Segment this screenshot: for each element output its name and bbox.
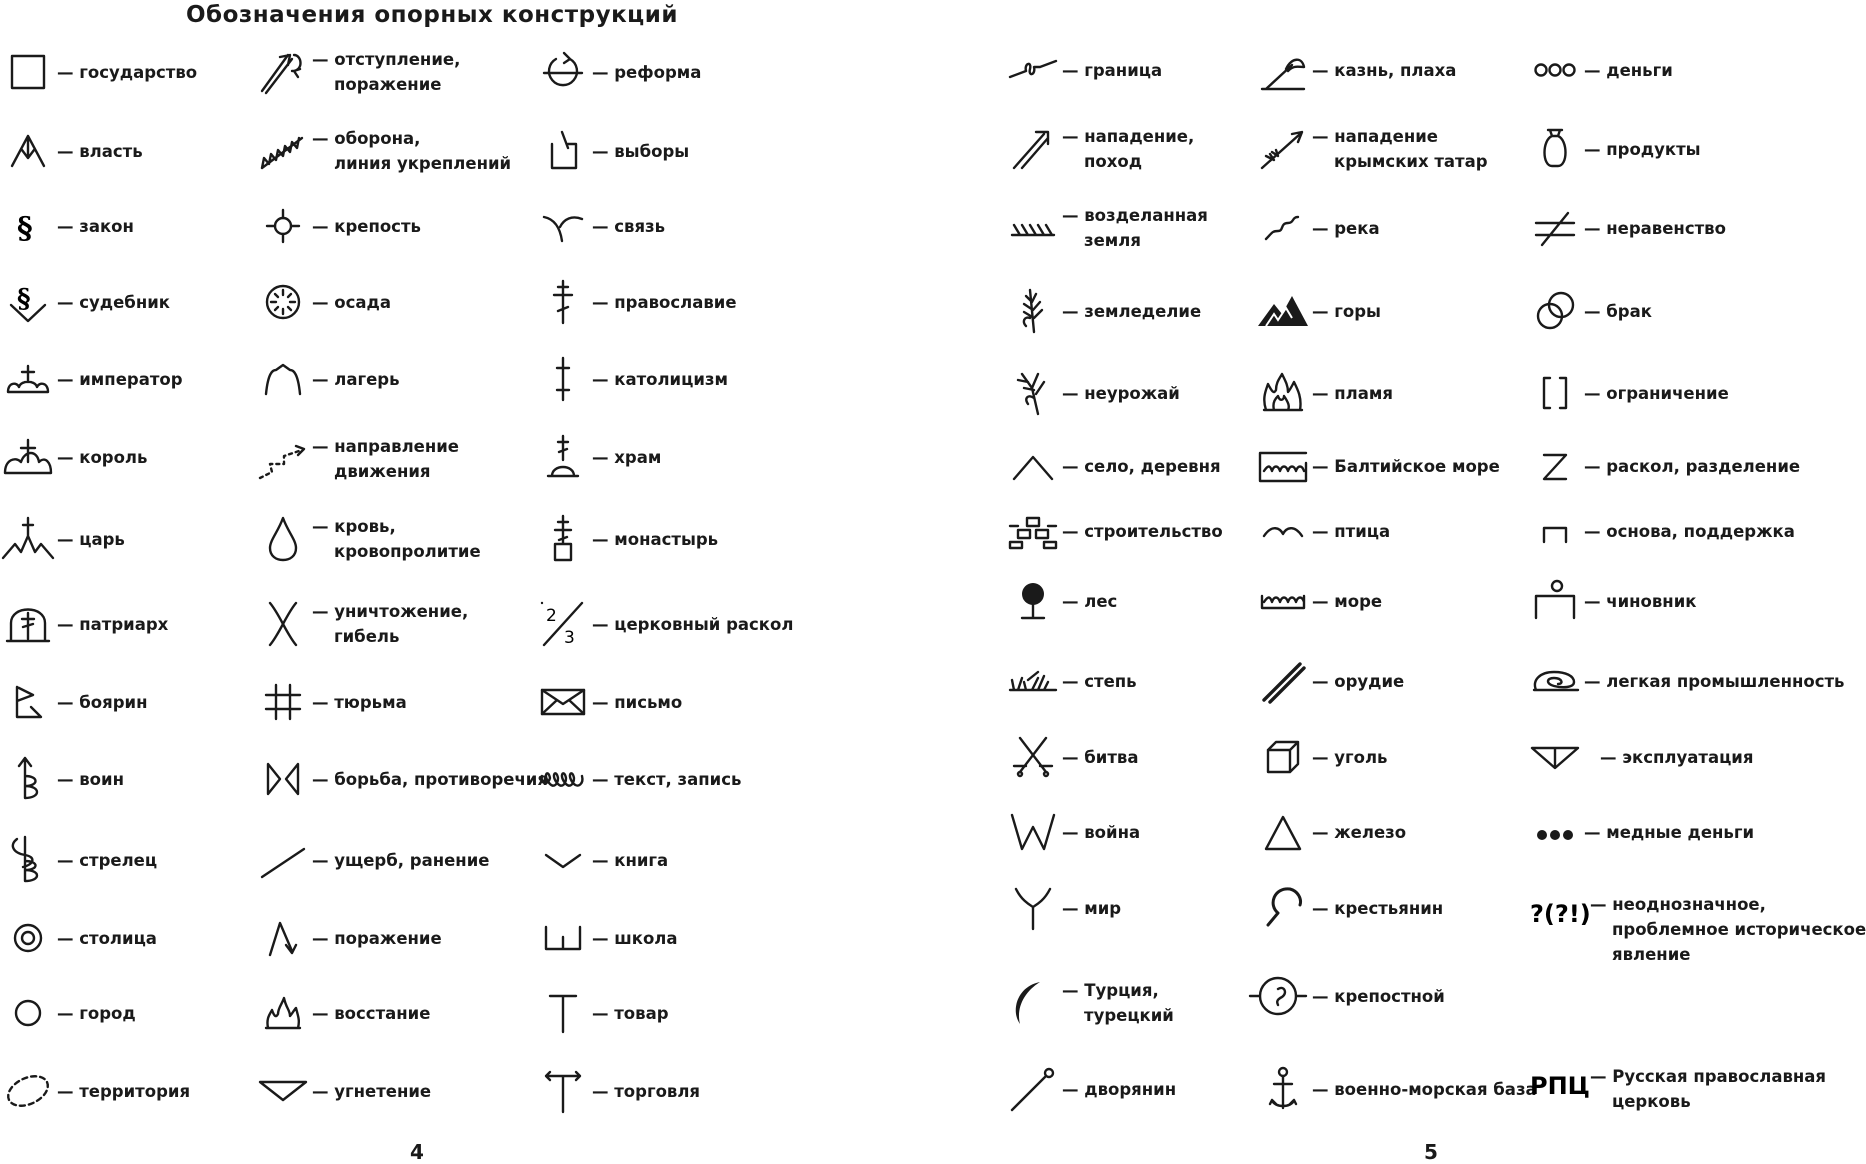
legend-entry: — битва xyxy=(1008,727,1138,787)
struggle-icon xyxy=(258,754,308,804)
legend-entry: — Турция, турецкий xyxy=(1008,973,1174,1033)
legend-entry: 2 3 — церковный раскол xyxy=(538,594,793,654)
legend-entry: — король xyxy=(3,427,147,487)
war-icon xyxy=(1008,807,1058,857)
blood-drop-icon xyxy=(258,514,308,564)
official-icon xyxy=(1530,576,1580,626)
territory-icon xyxy=(3,1066,53,1116)
tatar-raid-icon xyxy=(1258,124,1308,174)
foundation-icon xyxy=(1530,506,1580,556)
nobleman-sword-icon xyxy=(1008,1064,1058,1114)
peace-icon xyxy=(1008,883,1058,933)
legend-entry: — нападение, поход xyxy=(1008,119,1194,179)
attack-campaign-icon xyxy=(1008,124,1058,174)
iron-triangle-icon xyxy=(1258,807,1308,857)
legend-entry: — кровь, кровопролитие xyxy=(258,509,481,569)
capital-icon xyxy=(3,913,53,963)
legend-entry: — стрелец xyxy=(3,830,157,890)
legend-entry: — военно-морская база xyxy=(1258,1059,1537,1119)
legend-entry: — отступление, поражение xyxy=(258,42,460,102)
legend-entry: — основа, поддержка xyxy=(1530,501,1795,561)
emperor-crown-icon xyxy=(3,354,53,404)
legend-entry: — дворянин xyxy=(1008,1059,1176,1119)
connection-icon xyxy=(538,201,588,251)
svg-text:2: 2 xyxy=(546,606,557,626)
legend-entry: — выборы xyxy=(538,121,689,181)
legend-entry: — текст, запись xyxy=(538,749,741,809)
legend-entry: — боярин xyxy=(3,672,147,732)
svg-text:?(?!): ?(?!) xyxy=(1530,900,1591,928)
legend-entry: — уголь xyxy=(1258,727,1387,787)
trade-icon xyxy=(538,1066,588,1116)
execution-block-icon xyxy=(1258,45,1308,95)
legend-entry: — раскол, разделение xyxy=(1530,436,1800,496)
coal-cube-icon xyxy=(1258,732,1308,782)
crop-failure-icon xyxy=(1008,368,1058,418)
legend-entry: — горы xyxy=(1258,281,1381,341)
legend-entry: — брак xyxy=(1530,281,1652,341)
orthodox-cross-icon xyxy=(538,277,588,327)
rpc-abbreviation-icon xyxy=(1530,1064,1590,1114)
border-icon xyxy=(1008,45,1058,95)
legend-entry: — мир xyxy=(1008,878,1121,938)
legend-entry: — реформа xyxy=(538,42,701,102)
section-law-icon xyxy=(3,201,53,251)
legend-entry: — крепость xyxy=(258,196,421,256)
legend-entry: — уничтожение, гибель xyxy=(258,594,468,654)
legend-entry: — казнь, плаха xyxy=(1258,40,1456,100)
cultivated-land-icon xyxy=(1008,203,1058,253)
power-arrow-icon xyxy=(3,126,53,176)
legend-entry: — лагерь xyxy=(258,349,400,409)
legend-entry: — строительство xyxy=(1008,501,1223,561)
page-title: Обозначения опорных конструкций xyxy=(186,2,678,28)
legend-entry: — степь xyxy=(1008,651,1137,711)
sea-icon xyxy=(1258,576,1308,626)
battle-swords-icon xyxy=(1008,732,1058,782)
legend-entry: — территория xyxy=(3,1061,190,1121)
naval-base-anchor-icon xyxy=(1258,1064,1308,1114)
page-number-left: 4 xyxy=(410,1140,424,1164)
agriculture-wheat-icon xyxy=(1008,286,1058,336)
legend-entry: — граница xyxy=(1008,40,1162,100)
serf-icon xyxy=(1248,971,1308,1021)
money-coins-icon xyxy=(1530,45,1580,95)
streltsy-icon xyxy=(3,835,53,885)
retreat-icon xyxy=(258,47,308,97)
tool-icon xyxy=(1258,656,1308,706)
legend-entry: — торговля xyxy=(538,1061,700,1121)
svg-text:§: § xyxy=(17,211,33,246)
catholic-cross-icon xyxy=(538,354,588,404)
crescent-turkey-icon xyxy=(1008,978,1058,1028)
legend-entry: — ущерб, ранение xyxy=(258,830,489,890)
legend-entry: — борьба, противоречия xyxy=(258,749,548,809)
legend-entry: — католицизм xyxy=(538,349,728,409)
baltic-sea-icon xyxy=(1258,441,1308,491)
damage-slash-icon xyxy=(258,835,308,885)
legend-entry: — восстание xyxy=(258,983,430,1043)
square-state-icon xyxy=(3,47,53,97)
goods-icon xyxy=(538,988,588,1038)
svg-text:§: § xyxy=(17,284,31,314)
legend-entry: — деньги xyxy=(1530,40,1673,100)
fortress-icon xyxy=(258,201,308,251)
siege-icon xyxy=(258,277,308,327)
inequality-icon xyxy=(1530,203,1580,253)
legend-entry: — патриарх xyxy=(3,594,168,654)
copper-money-icon xyxy=(1530,807,1580,857)
river-icon xyxy=(1258,203,1308,253)
monastery-icon xyxy=(538,514,588,564)
code-of-law-icon xyxy=(3,277,53,327)
legend-entry: — эксплуатация xyxy=(1530,727,1753,787)
church-icon xyxy=(538,432,588,482)
legend-entry: — воин xyxy=(3,749,124,809)
forest-tree-icon xyxy=(1008,576,1058,626)
movement-direction-icon xyxy=(258,434,308,484)
legend-entry: — государство xyxy=(3,42,197,102)
ambiguous-event-icon xyxy=(1530,892,1591,942)
bird-icon xyxy=(1258,506,1308,556)
legend-entry: — книга xyxy=(538,830,668,890)
legend-entry: — крепостной xyxy=(1248,966,1445,1026)
legend-entry: — продукты xyxy=(1530,119,1701,179)
legend-entry: — угнетение xyxy=(258,1061,431,1121)
tsar-mountain-icon xyxy=(3,514,53,564)
mountains-icon xyxy=(1258,286,1308,336)
defeat-icon xyxy=(258,913,308,963)
legend-entry: — письмо xyxy=(538,672,682,732)
flame-icon xyxy=(1258,368,1308,418)
boyar-icon xyxy=(3,677,53,727)
food-sack-icon xyxy=(1530,124,1580,174)
legend-entry: — царь xyxy=(3,509,125,569)
legend-entry: — возделанная земля xyxy=(1008,198,1208,258)
legend-entry: — монастырь xyxy=(538,509,718,569)
prison-icon xyxy=(258,677,308,727)
legend-entry: § — закон xyxy=(3,196,134,256)
legend-entry: — нападение крымских татар xyxy=(1258,119,1488,179)
legend-entry: § — судебник xyxy=(3,272,170,332)
legend-entry: РПЦ — Русская православная церковь xyxy=(1530,1064,1826,1124)
restriction-brackets-icon xyxy=(1530,368,1580,418)
legend-entry: — власть xyxy=(3,121,143,181)
legend-entry: — тюрьма xyxy=(258,672,407,732)
destruction-icon xyxy=(258,599,308,649)
legend-entry: — земледелие xyxy=(1008,281,1201,341)
city-icon xyxy=(3,988,53,1038)
legend-entry: — оборона, линия укреплений xyxy=(258,121,511,181)
oppression-icon xyxy=(258,1066,308,1116)
legend-entry: — Балтийское море xyxy=(1258,436,1500,496)
legend-entry: — неурожай xyxy=(1008,363,1180,423)
svg-text:РПЦ: РПЦ xyxy=(1530,1072,1590,1100)
defense-line-icon xyxy=(258,126,308,176)
church-schism-icon xyxy=(538,599,588,649)
legend-entry: — крестьянин xyxy=(1258,878,1443,938)
page-number-right: 5 xyxy=(1424,1140,1438,1164)
split-z-icon xyxy=(1530,441,1580,491)
legend-entry: ?(?!) — неоднозначное, проблемное историческое явление xyxy=(1530,892,1866,968)
legend-entry: — легкая промышленность xyxy=(1530,651,1844,711)
legend-entry: — орудие xyxy=(1258,651,1404,711)
legend-entry: — храм xyxy=(538,427,661,487)
legend-entry: — медные деньги xyxy=(1530,802,1754,862)
legend-entry: — император xyxy=(3,349,183,409)
svg-text:3: 3 xyxy=(564,628,575,648)
legend-entry: — война xyxy=(1008,802,1140,862)
legend-entry: — железо xyxy=(1258,802,1406,862)
marriage-rings-icon xyxy=(1530,286,1580,336)
village-icon xyxy=(1008,441,1058,491)
light-industry-icon xyxy=(1530,656,1580,706)
legend-entry: — поражение xyxy=(258,908,442,968)
warrior-icon xyxy=(3,754,53,804)
legend-entry: — школа xyxy=(538,908,678,968)
camp-icon xyxy=(258,354,308,404)
legend-entry: — чиновник xyxy=(1530,571,1696,631)
legend-entry: — столица xyxy=(3,908,157,968)
exploitation-icon xyxy=(1530,732,1580,782)
legend-entry: — море xyxy=(1258,571,1382,631)
book-icon xyxy=(538,835,588,885)
school-icon xyxy=(538,913,588,963)
legend-entry: — осада xyxy=(258,272,391,332)
peasant-sickle-icon xyxy=(1258,883,1308,933)
patriarch-icon xyxy=(3,599,53,649)
legend-entry: — лес xyxy=(1008,571,1117,631)
legend-entry: — река xyxy=(1258,198,1380,258)
legend-entry: — товар xyxy=(538,983,669,1043)
legend-entry: — ограничение xyxy=(1530,363,1729,423)
reform-icon xyxy=(538,47,588,97)
uprising-flame-icon xyxy=(258,988,308,1038)
legend-entry: — село, деревня xyxy=(1008,436,1221,496)
legend-entry: — город xyxy=(3,983,136,1043)
legend-entry: — птица xyxy=(1258,501,1390,561)
letter-envelope-icon xyxy=(538,677,588,727)
legend-entry: — направление движения xyxy=(258,427,459,491)
steppe-grass-icon xyxy=(1008,656,1058,706)
legend-entry: — православие xyxy=(538,272,737,332)
legend-entry: — пламя xyxy=(1258,363,1393,423)
legend-entry: — неравенство xyxy=(1530,198,1726,258)
text-record-icon xyxy=(538,754,588,804)
king-crown-icon xyxy=(3,432,53,482)
legend-entry: — связь xyxy=(538,196,665,256)
construction-bricks-icon xyxy=(1008,506,1058,556)
ballot-box-icon xyxy=(538,126,588,176)
